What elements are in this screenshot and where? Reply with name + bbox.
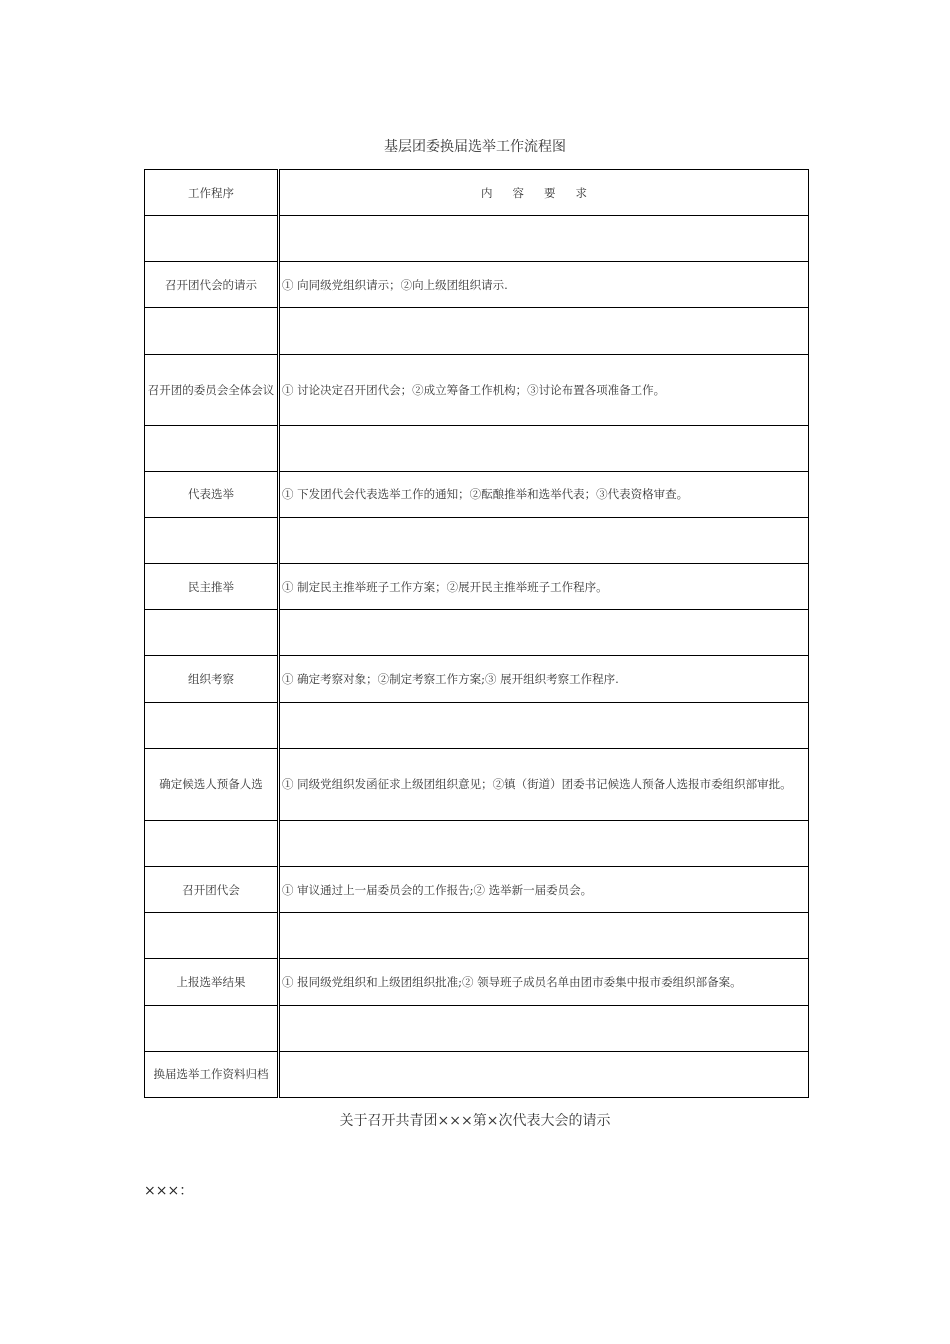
- procedure-cell: 确定候选人预备人选: [145, 748, 279, 820]
- content-cell: [279, 913, 809, 959]
- procedure-cell: 召开团的委员会全体会议: [145, 354, 279, 425]
- table-row: [145, 1005, 809, 1051]
- procedure-cell: 民主推举: [145, 564, 279, 610]
- content-cell: [279, 425, 809, 471]
- table-row: [145, 564, 809, 610]
- procedure-cell: [145, 425, 279, 471]
- procedure-cell: [145, 610, 279, 656]
- document-title: 基层团委换届选举工作流程图: [384, 139, 566, 155]
- content-cell: [279, 1051, 809, 1097]
- table-row: [145, 216, 809, 262]
- table-row: [145, 425, 809, 471]
- procedure-cell: [145, 216, 279, 262]
- procedure-cell: [145, 1005, 279, 1051]
- table-row: [145, 354, 809, 425]
- procedure-cell: 召开团代会: [145, 867, 279, 913]
- table-row: [145, 471, 809, 517]
- procedure-cell: [145, 913, 279, 959]
- content-cell: ① 确定考察对象；②制定考察工作方案;③ 展开组织考察工作程序.: [279, 656, 809, 702]
- content-cell: ① 同级党组织发函征求上级团组织意见；②镇（街道）团委书记候选人预备人选报市委组织部审批。: [279, 748, 809, 820]
- content-cell: ① 下发团代会代表选举工作的通知；②酝酿推举和选举代表；③代表资格审查。: [279, 471, 809, 517]
- table-row: [145, 867, 809, 913]
- content-cell: ① 向同级党组织请示；②向上级团组织请示.: [279, 262, 809, 308]
- procedure-cell: [145, 702, 279, 748]
- content-cell: [279, 610, 809, 656]
- table-row: [145, 610, 809, 656]
- content-cell: ① 报同级党组织和上级团组织批准;② 领导班子成员名单由团市委集中报市委组织部备案。: [279, 959, 809, 1005]
- content-cell: [279, 308, 809, 354]
- header-procedure: 工作程序: [145, 170, 279, 216]
- table-row: [145, 518, 809, 564]
- procedure-cell: 换届选举工作资料归档: [145, 1051, 279, 1097]
- procedure-cell: [145, 820, 279, 866]
- procedure-cell: 召开团代会的请示: [145, 262, 279, 308]
- content-cell: [279, 702, 809, 748]
- table-row: [145, 913, 809, 959]
- table-header-row: [145, 170, 809, 216]
- content-cell: ① 审议通过上一届委员会的工作报告;② 选举新一届委员会。: [279, 867, 809, 913]
- procedure-cell: [145, 518, 279, 564]
- table-row: [145, 959, 809, 1005]
- request-title: 关于召开共青团×××第×次代表大会的请示: [339, 1113, 611, 1129]
- table-row: [145, 656, 809, 702]
- procedure-cell: 组织考察: [145, 656, 279, 702]
- content-cell: [279, 820, 809, 866]
- table-row: [145, 262, 809, 308]
- content-cell: [279, 518, 809, 564]
- table-row: [145, 748, 809, 820]
- header-content: 内容要求: [279, 170, 809, 216]
- content-cell: ① 制定民主推举班子工作方案；②展开民主推举班子工作程序。: [279, 564, 809, 610]
- content-cell: [279, 1005, 809, 1051]
- table-row: [145, 1051, 809, 1097]
- table-row: [145, 702, 809, 748]
- procedure-cell: [145, 308, 279, 354]
- content-cell: ① 讨论决定召开团代会；②成立筹备工作机构；③讨论布置各项准备工作。: [279, 354, 809, 425]
- table-row: [145, 820, 809, 866]
- table-row: [145, 308, 809, 354]
- content-cell: [279, 216, 809, 262]
- procedure-cell: 上报选举结果: [145, 959, 279, 1005]
- salutation: ×××：: [144, 1183, 194, 1199]
- procedure-cell: 代表选举: [145, 471, 279, 517]
- workflow-table: [144, 169, 809, 1098]
